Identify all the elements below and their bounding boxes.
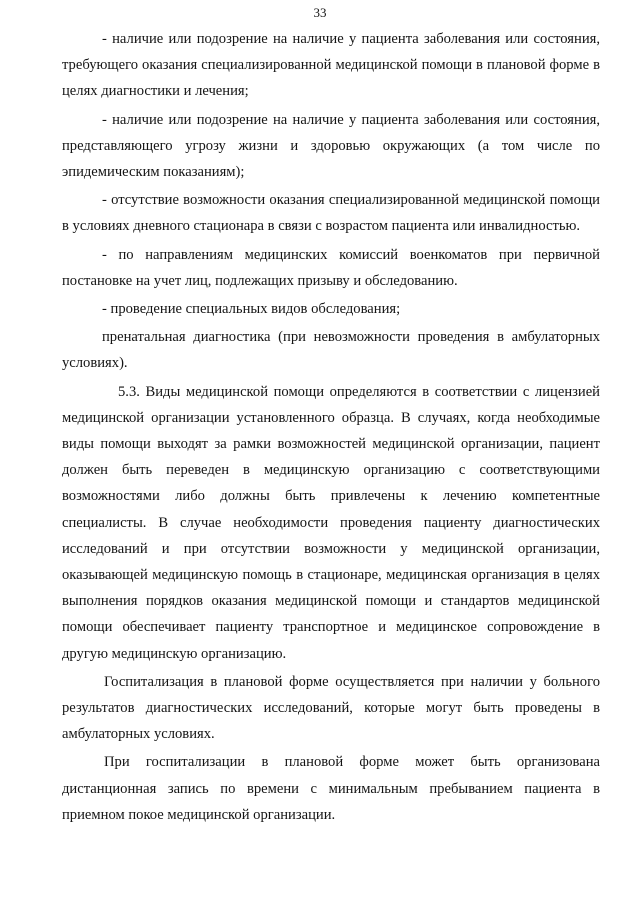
list-item: - наличие или подозрение на наличие у пациента заболевания или состояния, представляющего угрозу жизни и здоровью окружающих (а том числе по эпидемическим показаниям); (62, 111, 600, 181)
list-item: - проведение специальных видов обследования; (102, 301, 401, 318)
body-paragraph: При госпитализации в плановой форме может быть организована дистанционная запись по времени с минимальным пребыванием пациента в приемном покое медицинской организации. (62, 754, 600, 823)
list-item: - отсутствие возможности оказания специализированной медицинской помощи в условиях дневного стационара в связи с возрастом пациента или инвалидностью. (62, 192, 600, 235)
document-body (62, 26, 600, 828)
list-item: пренатальная диагностика (при невозможности проведения в амбулаторных условиях). (62, 329, 600, 372)
list-item: - наличие или подозрение на наличие у пациента заболевания или состояния, требующего оказания специализированной медицинской помощи в плановой форме в целях диагностики и лечения; (62, 31, 600, 100)
list-item: - по направлениям медицинских комиссий военкоматов при первичной постановке на учет лиц, подлежащих призыву и обследованию. (62, 246, 600, 289)
section-paragraph: 5.3. Виды медицинской помощи определяются в соответствии с лицензией медицинской организации установленного образца. В случаях, когда необходимые виды помощи выходят за рамки возможностей медицинской организации, пациент должен быть переведен в медицинскую организацию с соответствующими возможностями либо должны быть привлечены к лечению компетентные специалисты. В случае необходимости проведения пациенту диагностических исследований и при отсутствии возможности у медицинской организации, оказывающей медицинскую помощь в стационаре, медицинская организация в целях выполнения порядков оказания медицинской помощи и стандартов медицинской помощи обеспечивает пациенту транспортное и медицинское сопровождение в другую медицинскую организацию. (62, 383, 600, 662)
page-number: 33 (313, 5, 327, 20)
body-paragraph: Госпитализация в плановой форме осуществляется при наличии у больного результатов диагностических исследований, которые могут быть проведены в амбулаторных условиях. (62, 673, 600, 743)
